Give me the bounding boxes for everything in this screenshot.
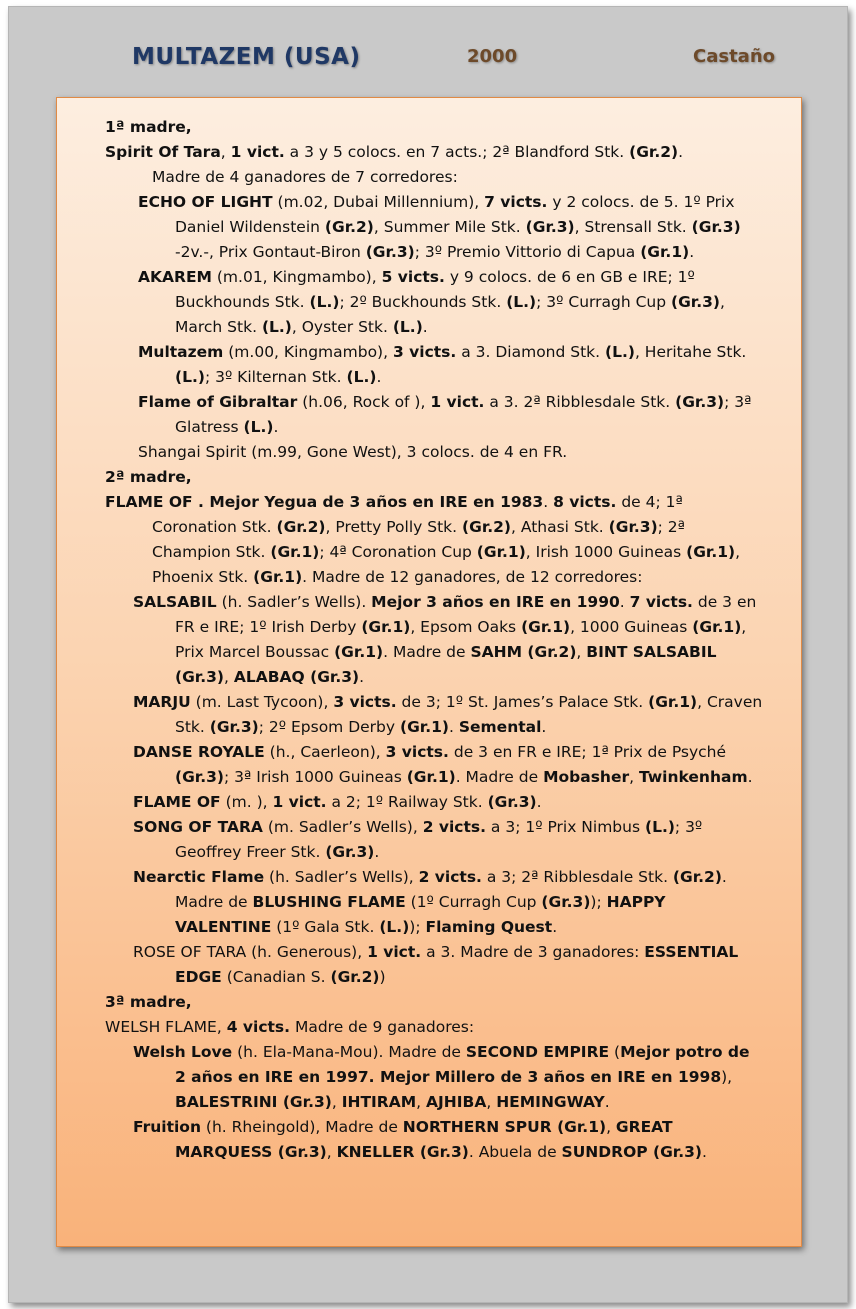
bold-text: (Gr.3): [209, 718, 259, 736]
bold-text: 1 vict.: [272, 793, 327, 811]
bold-text: (Gr.3): [325, 843, 375, 861]
bold-text: (Gr.2): [276, 518, 326, 536]
text: , Epsom Oaks: [410, 618, 522, 636]
pedigree-paragraph: [105, 1040, 765, 1115]
pedigree-paragraph: [105, 1115, 765, 1165]
text: (: [609, 1043, 621, 1061]
text: a 3. 2ª Ribblesdale Stk.: [484, 393, 676, 411]
bold-text: 7 victs.: [484, 193, 548, 211]
text: , Heritahe Stk.: [634, 343, 747, 361]
bold-text: (Gr.3): [175, 768, 224, 786]
text: .: [552, 918, 558, 936]
bold-text: (Gr.1): [476, 543, 526, 561]
text: .: [747, 768, 753, 786]
pedigree-paragraph: [105, 440, 765, 465]
bold-text: MARJU: [133, 693, 191, 711]
bold-text: (L.): [392, 318, 423, 336]
pedigree-paragraph: [105, 790, 765, 815]
pedigree-paragraph: [105, 1015, 765, 1040]
text: ; 3ª Irish 1000 Guineas: [224, 768, 407, 786]
bold-text: Mejor 3 años en IRE en 1990: [371, 593, 620, 611]
bold-text: (Gr.1): [640, 243, 690, 261]
text: .: [702, 1143, 707, 1161]
bold-text: (Gr.1): [692, 618, 742, 636]
text: . Madre de: [383, 643, 471, 661]
pedigree-paragraph: [105, 190, 765, 265]
text: , March Stk.: [175, 293, 725, 336]
bold-text: (Gr.3): [608, 518, 658, 536]
text: ,: [220, 143, 231, 161]
text: .: [359, 668, 365, 686]
bold-text: (Gr.1): [400, 718, 449, 736]
bold-text: HAPPY VALENTINE: [175, 893, 666, 936]
bold-text: 8 victs.: [553, 493, 617, 511]
bold-text: Mobasher: [543, 768, 630, 786]
bold-text: (L.): [346, 368, 377, 386]
text: de 3 en FR e IRE; 1ª Prix de Psyché: [448, 743, 727, 761]
text: (h. Sadler’s Wells),: [264, 868, 419, 886]
text: , Craven Stk.: [175, 693, 763, 736]
bold-text: (Gr.2): [629, 143, 679, 161]
text: , Prix Marcel Boussac: [175, 618, 747, 661]
text: (Canadian S.: [221, 968, 331, 986]
text: (m.00, Kingmambo),: [223, 343, 393, 361]
text: a 3. Madre de 3 ganadores:: [421, 943, 645, 961]
bold-text: SALSABIL: [133, 593, 217, 611]
bold-text: HEMINGWAY: [496, 1093, 605, 1111]
bold-text: (Gr.1): [270, 543, 320, 561]
bold-text: (Gr.1): [253, 568, 303, 586]
text: (m. Sadler’s Wells),: [262, 818, 423, 836]
text: (h. Ela-Mana-Mou). Madre de: [232, 1043, 466, 1061]
bold-text: (Gr.2): [324, 218, 374, 236]
text: Madre de 4 ganadores de 7 corredores:: [152, 168, 458, 186]
text: . Madre de 12 ganadores, de 12 corredores:: [302, 568, 643, 586]
text: ; 3º Premio Vittorio di Capua: [414, 243, 641, 261]
text: (m. Last Tycoon),: [190, 693, 334, 711]
text: ,: [606, 1118, 616, 1136]
bold-text: (Gr.3): [691, 218, 741, 236]
bold-text: Semental: [458, 718, 542, 736]
bold-text: (Gr.3): [365, 243, 415, 261]
text: , Pretty Polly Stk.: [325, 518, 463, 536]
text: ; 3ª Glatress: [175, 393, 752, 436]
bold-text: BALESTRINI (Gr.3): [175, 1093, 332, 1111]
text: ; 2º Epsom Derby: [258, 718, 400, 736]
bold-text: DANSE ROYALE: [133, 743, 265, 761]
text: de 3; 1º St. James’s Palace Stk.: [396, 693, 649, 711]
text: Shangai Spirit (m.99, Gone West), 3 colocs. de 4 en FR.: [138, 443, 568, 461]
pedigree-paragraph: [105, 165, 765, 190]
pedigree-paragraph: [105, 490, 765, 590]
text: de 4; 1ª Coronation Stk.: [152, 493, 683, 536]
text: );: [590, 893, 607, 911]
pedigree-paragraph: [105, 865, 765, 940]
bold-text: (L.): [506, 293, 537, 311]
bold-text: (Gr.1): [521, 618, 571, 636]
text: , Strensall Stk.: [574, 218, 692, 236]
text: .: [536, 793, 542, 811]
text: ): [379, 968, 386, 986]
bold-text: ESSENTIAL EDGE: [175, 943, 739, 986]
text: .: [541, 718, 547, 736]
text: a 2; 1º Railway Stk.: [326, 793, 488, 811]
horse-name: MULTAZEM (USA): [132, 44, 361, 70]
bold-text: NORTHERN SPUR (Gr.1): [402, 1118, 607, 1136]
bold-text: AJHIBA: [426, 1093, 487, 1111]
bold-text: (L.): [379, 918, 410, 936]
bold-text: KNELLER (Gr.3): [336, 1143, 469, 1161]
bold-text: (Gr.1): [686, 543, 736, 561]
text: ,: [416, 1093, 427, 1111]
text: .: [449, 718, 459, 736]
text: ; 2ª Champion Stk.: [152, 518, 685, 561]
bold-text: (Gr.1): [648, 693, 698, 711]
bold-text: BLUSHING FLAME: [252, 893, 406, 911]
text: , Phoenix Stk.: [152, 543, 741, 586]
bold-text: IHTIRAM: [341, 1093, 417, 1111]
text: ,: [576, 643, 587, 661]
bold-text: 2 victs.: [418, 868, 482, 886]
bold-text: 3 victs.: [333, 693, 397, 711]
bold-text: SUNDROP (Gr.3): [561, 1143, 703, 1161]
text: ; 3º Kilternan Stk.: [204, 368, 347, 386]
text: a 3. Diamond Stk.: [456, 343, 606, 361]
pedigree-paragraph: [105, 390, 765, 440]
text: a 3 y 5 colocs. en 7 acts.; 2ª Blandford Stk.: [284, 143, 630, 161]
text: .: [374, 843, 380, 861]
coat-color: Castaño: [693, 46, 776, 67]
bold-text: Twinkenham: [638, 768, 748, 786]
text: ,: [326, 1143, 337, 1161]
text: .: [543, 493, 554, 511]
text: -2v.-, Prix Gontaut-Biron: [175, 243, 366, 261]
bold-text: 3 victs.: [392, 343, 457, 361]
pedigree-paragraph: [105, 940, 765, 990]
text: , Irish 1000 Guineas: [525, 543, 687, 561]
text: ; 2º Buckhounds Stk.: [339, 293, 507, 311]
bold-text: 2ª madre,: [105, 468, 192, 486]
text: (1º Gala Stk.: [271, 918, 380, 936]
text: , Oyster Stk.: [291, 318, 393, 336]
bold-text: AKAREM: [138, 268, 212, 286]
bold-text: (L.): [644, 818, 675, 836]
text: (1º Curragh Cup: [405, 893, 542, 911]
bold-text: Flame of Gibraltar: [138, 393, 298, 411]
pedigree-paragraph: [105, 740, 765, 790]
text: ,: [331, 1093, 342, 1111]
bold-text: (Gr.3): [671, 293, 720, 311]
birth-year: 2000: [467, 46, 518, 67]
bold-text: Multazem: [138, 343, 224, 361]
pedigree-paragraph: [105, 815, 765, 865]
bold-text: ALABAQ (Gr.3): [233, 668, 360, 686]
bold-text: SONG OF TARA: [133, 818, 263, 836]
text: .: [273, 418, 279, 436]
bold-text: (L.): [261, 318, 292, 336]
bold-text: FLAME OF: [133, 793, 221, 811]
pedigree-paragraph: [105, 690, 765, 740]
text: ; 3º Curragh Cup: [536, 293, 671, 311]
bold-text: (Gr.2): [330, 968, 380, 986]
text: WELSH FLAME,: [105, 1018, 227, 1036]
pedigree-paragraph: [105, 140, 765, 165]
text: a 3; 1º Prix Nimbus: [486, 818, 645, 836]
pedigree-paragraph: [105, 115, 765, 140]
bold-text: GREAT MARQUESS (Gr.3): [175, 1118, 673, 1161]
text: , Summer Mile Stk.: [373, 218, 526, 236]
text: , 1000 Guineas: [570, 618, 693, 636]
bold-text: FLAME OF . Mejor Yegua de 3 años en IRE en 1983: [105, 493, 544, 511]
text: (m.01, Kingmambo),: [211, 268, 382, 286]
text: , Athasi Stk.: [511, 518, 609, 536]
bold-text: (Gr.2): [462, 518, 512, 536]
text: . Madre de: [175, 868, 727, 911]
bold-text: 3ª madre,: [105, 993, 192, 1011]
bold-text: Nearctic Flame: [133, 868, 265, 886]
text: . Madre de: [455, 768, 544, 786]
text: (m. ),: [220, 793, 273, 811]
pedigree-paragraph: [105, 465, 765, 490]
text: .: [604, 1093, 610, 1111]
bold-text: (Gr.2): [672, 868, 722, 886]
bold-text: (Gr.3): [487, 793, 537, 811]
bold-text: BINT SALSABIL (Gr.3): [175, 643, 717, 686]
pedigree-paragraph: [105, 265, 765, 340]
text: y 9 colocs. de 6 en GB e IRE; 1º Buckhounds Stk.: [175, 268, 695, 311]
bold-text: SAHM (Gr.2): [470, 643, 577, 661]
text: . Abuela de: [468, 1143, 562, 1161]
text: (h. Rheingold), Madre de: [201, 1118, 403, 1136]
bold-text: (L.): [309, 293, 340, 311]
text: );: [409, 918, 426, 936]
bold-text: (L.): [605, 343, 635, 361]
text: y 2 colocs. de 5. 1º Prix Daniel Wildenstein: [175, 193, 735, 236]
text: .: [678, 143, 684, 161]
text: (h., Caerleon),: [264, 743, 386, 761]
bold-text: (Gr.3): [675, 393, 725, 411]
bold-text: SECOND EMPIRE: [465, 1043, 610, 1061]
text: ; 4ª Coronation Cup: [319, 543, 477, 561]
bold-text: 3 victs.: [385, 743, 449, 761]
text: ,: [486, 1093, 497, 1111]
bold-text: (Gr.3): [541, 893, 591, 911]
bold-text: Welsh Love: [133, 1043, 233, 1061]
text: .: [376, 368, 382, 386]
text: (h.06, Rock of ),: [297, 393, 431, 411]
bold-text: 4 victs.: [226, 1018, 291, 1036]
bold-text: 1 vict.: [430, 393, 485, 411]
text: de 3 en FR e IRE; 1º Irish Derby: [175, 593, 757, 636]
bold-text: Fruition: [133, 1118, 201, 1136]
text: Madre de 9 ganadores:: [290, 1018, 475, 1036]
bold-text: Flaming Quest: [425, 918, 553, 936]
bold-text: (Gr.3): [525, 218, 575, 236]
text: ROSE OF TARA (h. Generous),: [133, 943, 368, 961]
bold-text: 1 vict.: [230, 143, 285, 161]
bold-text: (L.): [243, 418, 274, 436]
text: (m.02, Dubai Millennium),: [272, 193, 485, 211]
text: ,: [224, 668, 234, 686]
pedigree-text: [105, 115, 765, 1165]
bold-text: 2 victs.: [422, 818, 486, 836]
bold-text: (Gr.1): [334, 643, 384, 661]
text: ; 3º Geoffrey Freer Stk.: [175, 818, 703, 861]
text: a 3; 2ª Ribblesdale Stk.: [481, 868, 673, 886]
bold-text: 1ª madre,: [105, 118, 192, 136]
bold-text: (L.): [175, 368, 205, 386]
text: ,: [629, 768, 639, 786]
text: .: [689, 243, 695, 261]
bold-text: (Gr.1): [406, 768, 456, 786]
text: (h. Sadler’s Wells).: [216, 593, 372, 611]
bold-text: 1 vict.: [367, 943, 422, 961]
pedigree-paragraph: [105, 990, 765, 1015]
bold-text: 5 victs.: [381, 268, 445, 286]
pedigree-paragraph: [105, 590, 765, 690]
bold-text: Mejor potro de 2 años en IRE en 1997. Mejor Millero de 3 años en IRE en 1998: [175, 1043, 750, 1086]
text: .: [619, 593, 630, 611]
bold-text: (Gr.1): [361, 618, 411, 636]
text: ),: [721, 1068, 733, 1086]
text: .: [422, 318, 428, 336]
bold-text: ECHO OF LIGHT: [138, 193, 273, 211]
pedigree-paragraph: [105, 340, 765, 390]
bold-text: Spirit Of Tara: [105, 143, 221, 161]
bold-text: 7 victs.: [629, 593, 693, 611]
